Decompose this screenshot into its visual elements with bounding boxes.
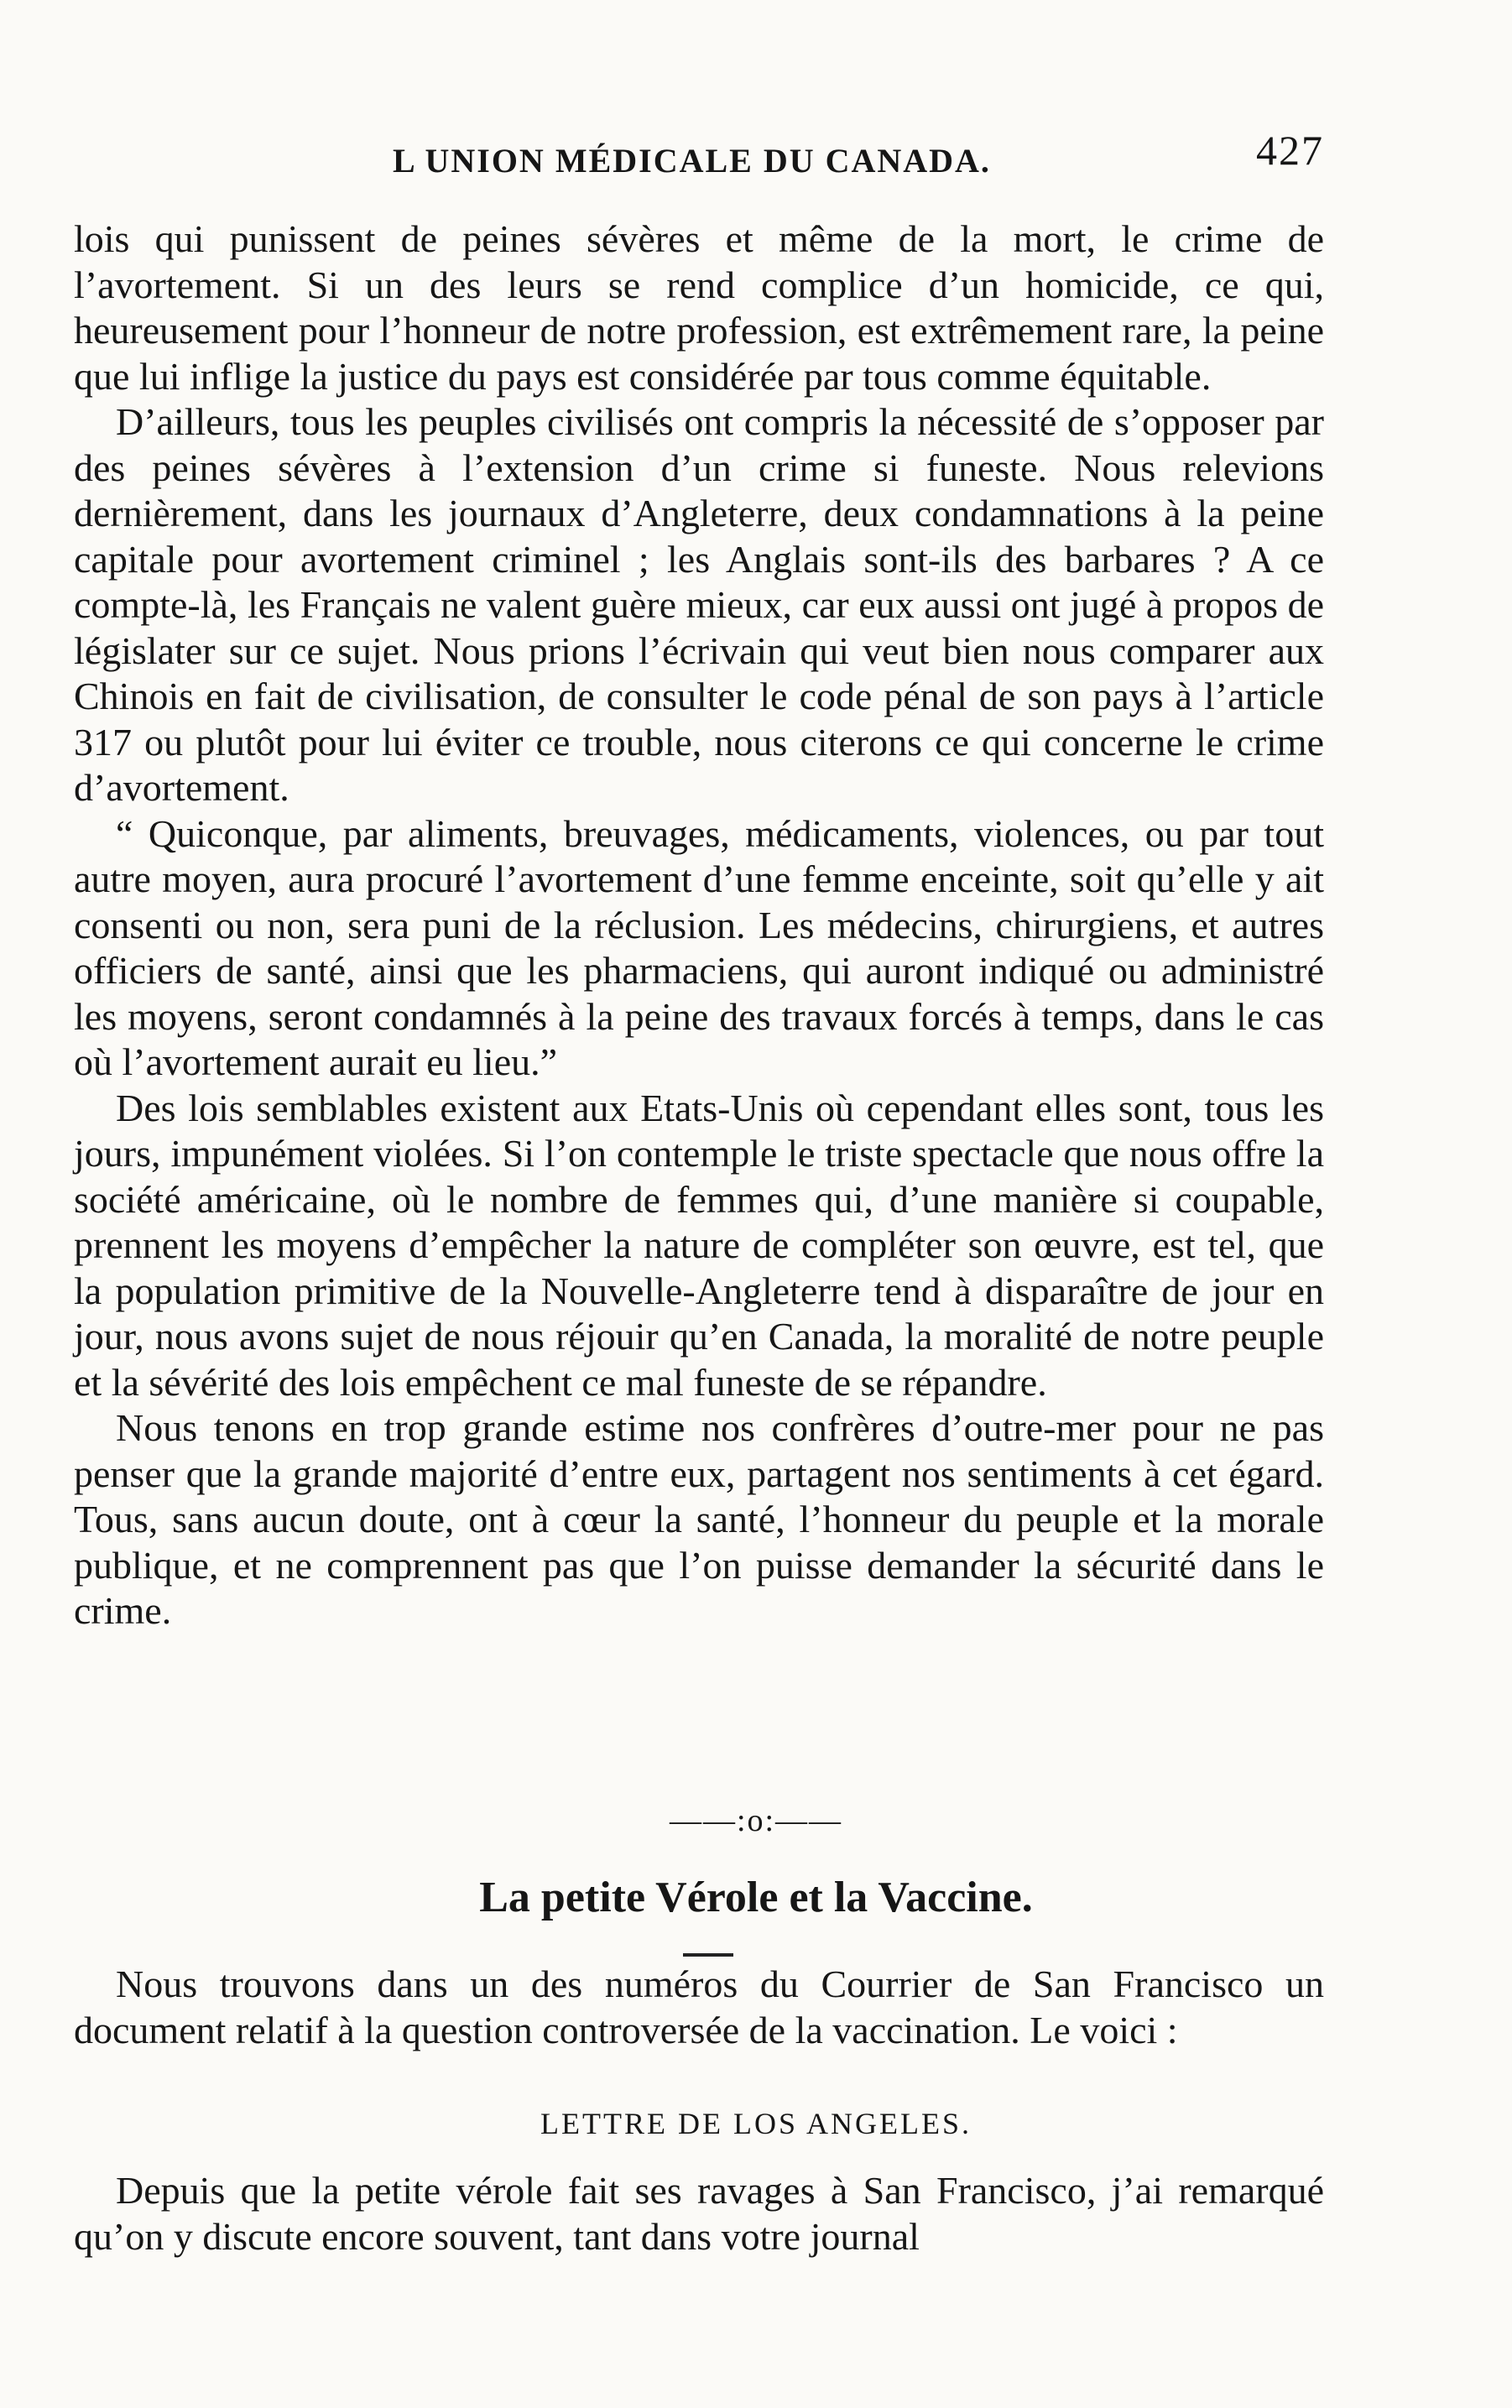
letter-paragraph: Depuis que la petite vérole fait ses ravages à San Francisco, j’ai remarqué qu’on y discute encore souvent, tant dans votre journal (74, 2169, 1324, 2258)
paragraph-5: Nous tenons en trop grande estime nos confrères d’outre-mer pour ne pas penser que la grande majorité d’entre eux, partagent nos sentiments à cet égard. Tous, sans aucun doute, ont à cœur la santé, l’honneur du peuple et la morale publique, et ne comprennent pas que l’on puisse demander la sécurité dans le crime. (74, 1406, 1324, 1632)
paragraph-4: Des lois semblables existent aux Etats-Unis où cependant elles sont, tous les jours, impunément violées. Si l’on contemple le triste spectacle que nous offre la société américaine, où le nombre de femmes qui, d’une manière si coupable, prennent les moyens d’empêcher la nature de compléter son œuvre, est tel, que la population primitive de la Nouvelle-Angleterre tend à disparaître de jour en jour, nous avons sujet de nous réjouir qu’en Canada, la moralité de notre peuple et la sévérité des lois empêchent ce mal funeste de se répandre. (74, 1086, 1324, 1404)
paragraph-3-quotation: “ Quiconque, par aliments, breuvages, médicaments, violences, ou par tout autre moyen, aura procuré l’avortement d’une femme enceinte, soit qu’elle y ait consenti ou non, sera puni de la réclusion. Les médecins, chirurgiens, et autres officiers de santé, ainsi que les pharmaciens, qui auront indiqué ou administré les moyens, seront condamnés à la peine des travaux forcés à temps, dans le cas où l’avortement aurait eu lieu.” (74, 811, 1324, 1083)
letter-body (74, 2168, 1324, 2259)
paragraph-2: D’ailleurs, tous les peuples civilisés ont compris la nécessité de s’opposer par des peines sévères à l’extension d’un crime si funeste. Nous relevions dernièrement, dans les journaux d’Angleterre, deux condamnations à la peine capitale pour avortement criminel ; les Anglais sont-ils des barbares ? A ce compte-là, les Français ne valent guère mieux, car eux aussi ont jugé à propos de législater sur ce sujet. Nous prions l’écrivain qui veut bien nous comparer aux Chinois en fait de civilisation, de consulter le code pénal de son pays à l’article 317 ou plutôt pour lui éviter ce trouble, nous citerons ce qui concerne le crime d’avortement. (74, 400, 1324, 809)
section-title: La petite Vérole et la Vaccine. (479, 1874, 1033, 1921)
title-rule (683, 1953, 733, 1957)
section-separator: ——:o:—— (669, 1803, 843, 1838)
letter-heading: LETTRE DE LOS ANGELES. (540, 2107, 972, 2140)
running-head (74, 126, 1324, 193)
paragraph-1: lois qui punissent de peines sévères et même de la mort, le crime de l’avortement. Si un des leurs se rend complice d’un homicide, ce qui, heureusement pour l’honneur de notre profession, est extrêmement rare, la peine que lui inflige la justice du pays est considérée par tous comme équitable. (74, 217, 1324, 398)
page-number: 427 (1256, 127, 1324, 174)
section-intro (74, 1962, 1324, 2053)
running-title: L UNION MÉDICALE DU CANADA. (393, 142, 991, 180)
article-body (74, 216, 1324, 1634)
intro-paragraph: Nous trouvons dans un des numéros du Courrier de San Francisco un document relatif à la question controversée de la vaccination. Le voici : (74, 1962, 1324, 2051)
